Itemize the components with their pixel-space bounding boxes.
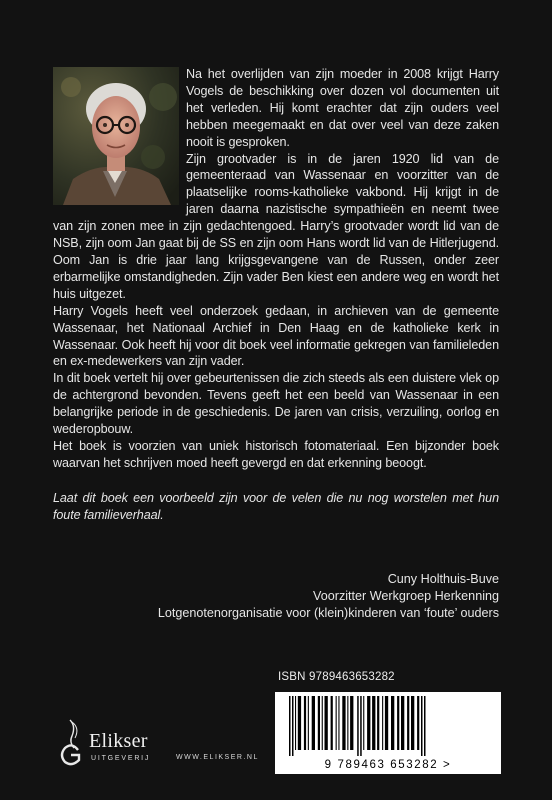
- endorsement-signature: [79, 571, 499, 623]
- publisher-subtitle: UITGEVERIJ: [91, 755, 151, 762]
- barcode-bars: [285, 696, 491, 756]
- publisher-name: Elikser: [89, 730, 148, 752]
- isbn-label: ISBN 9789463653282: [278, 671, 395, 683]
- blurb-paragraph-1: Na het overlijden van zijn moeder in 2008 krijgt Harry Vogels de beschikking over dozen vol documenten uit het verleden. Hij komt erachter dat zijn ouders veel hebben meegemaakt en dat over veel van deze zaken nooit is gesproken.: [186, 67, 499, 149]
- publisher-logo: [56, 718, 166, 768]
- isbn-barcode: [275, 692, 501, 774]
- endorser-organisation: Lotgenotenorganisatie voor (klein)kinderen van ‘foute’ ouders: [157, 606, 499, 621]
- barcode-digits: 9 789463 653282 >: [324, 759, 452, 771]
- publisher-website: WWW.ELIKSER.NL: [176, 754, 259, 761]
- blurb-paragraph-5: Het boek is voorzien van uniek historisch fotomateriaal. Een bijzonder boek waarvan het schrijven moed heeft gevergd en dat erkenning beoogt.: [53, 438, 499, 470]
- endorsement-quote: Laat dit boek een voorbeeld zijn voor de velen die nu nog worstelen met hun foute familieverhaal.: [53, 490, 499, 522]
- blurb-paragraph-2: Zijn grootvader is in de jaren 1920 lid van de gemeenteraad van Wassenaar en voorzitter van de plaatselijke rooms-katholieke vakbond. Hij krijgt in de jaren daarna nazistische sympathieën en neemt twee van zijn zonen mee in zijn gedachtengoed. Harry’s grootvader wordt lid van de NSB, zijn oom Jan gaat bij de SS en zijn oom Hans wordt lid van de Hitlerjugend. Oom Jan is drie jaar lang krijgsgevangene van de Russen, onder zeer erbarmelijke omstandigheden. Zijn vader Ben kiest een andere weg en wordt het huis uitgezet.: [53, 151, 499, 301]
- endorser-name: Cuny Holthuis-Buve: [387, 572, 499, 586]
- blurb-paragraph-4: In dit boek vertelt hij over gebeurtenissen die zich steeds als een duistere vlek op de achtergrond bevonden. Tevens geeft het een beeld van Wassenaar in een belangrijke periode in de geschiedenis. De jaren van crisis, verzuiling, oorlog en wederopbouw.: [53, 371, 499, 437]
- quill-g-monogram-icon: [56, 718, 88, 768]
- blurb-paragraph-3: Harry Vogels heeft veel onderzoek gedaan, in archieven van de gemeente Wassenaar, het Nationaal Archief in Den Haag en de katholieke kerk in Wassenaar. Ook heeft hij voor dit boek veel informatie gekregen van familieleden en ex-medewerkers van zijn vader.: [53, 303, 499, 369]
- blurb: [53, 66, 499, 524]
- endorser-role: Voorzitter Werkgroep Herkenning: [313, 589, 499, 604]
